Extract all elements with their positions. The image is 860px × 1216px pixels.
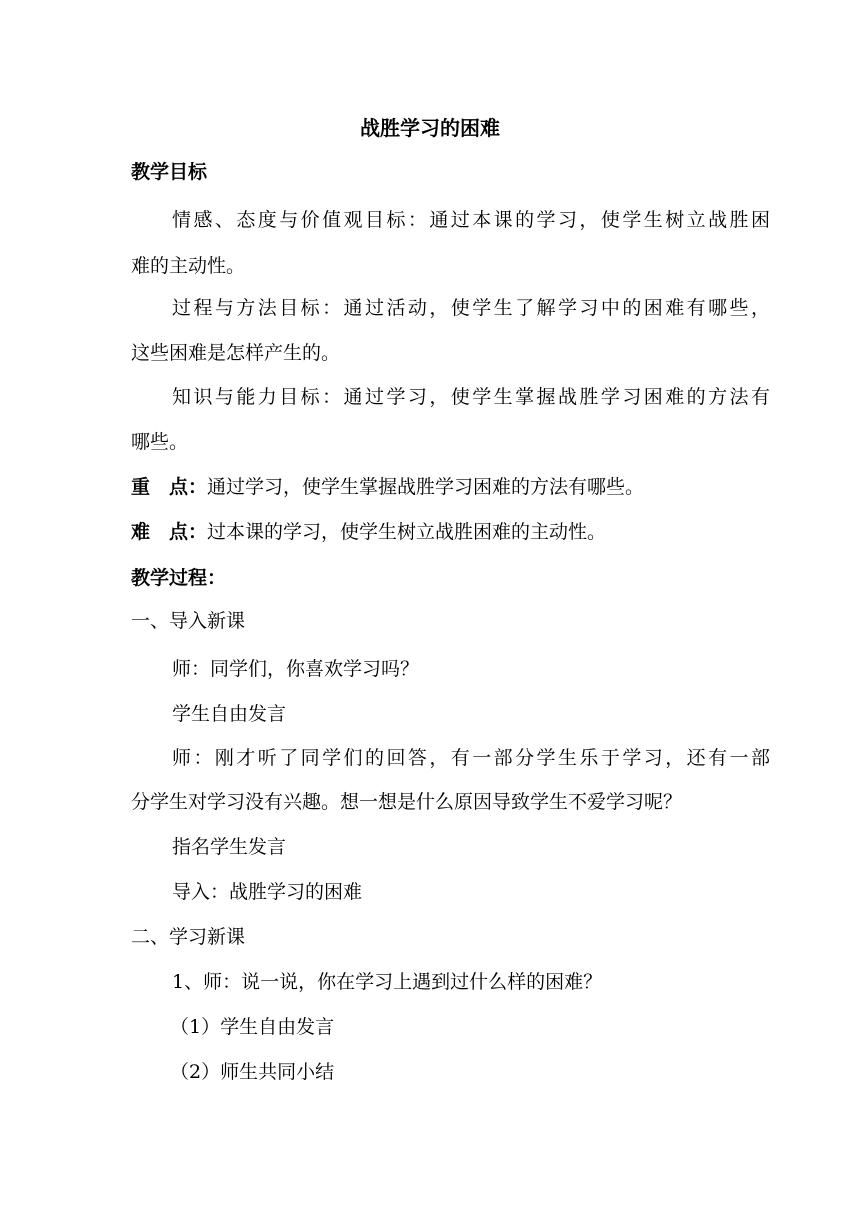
s1-teacher-line2: 分学生对学习没有兴趣。想一想是什么原因导致学生不爱学习呢？ xyxy=(131,791,683,813)
process-heading: 教学过程： xyxy=(131,567,227,589)
difficulty-point xyxy=(131,520,606,544)
document-title: 战胜学习的困难 xyxy=(360,116,500,140)
key-point xyxy=(131,475,644,499)
goal3-line2: 哪些。 xyxy=(131,431,189,453)
key-point-label: 重 点： xyxy=(131,476,208,498)
s1-intro: 导入：战胜学习的困难 xyxy=(172,881,363,903)
key-point-text: 通过学习，使学生掌握战胜学习困难的方法有哪些。 xyxy=(207,476,645,498)
goals-heading: 教学目标 xyxy=(131,161,208,183)
s1-students-speak: 学生自由发言 xyxy=(172,703,287,725)
s2-item1: 1、师：说一说，你在学习上遇到过什么样的困难？ xyxy=(172,971,603,993)
goal3-line1: 知识与能力目标：通过学习，使学生掌握战胜学习困难的方法有 xyxy=(172,386,770,408)
goal2-line2: 这些困难是怎样产生的。 xyxy=(131,342,341,364)
s1-teacher-question: 师：同学们，你喜欢学习吗？ xyxy=(172,658,420,680)
s2-sub2: （2）师生共同小结 xyxy=(170,1061,335,1083)
difficulty-point-label: 难 点： xyxy=(131,521,208,543)
s1-teacher-line1: 师：刚才听了同学们的回答，有一部分学生乐于学习，还有一部 xyxy=(172,747,770,769)
goal2-line1: 过程与方法目标：通过活动，使学生了解学习中的困难有哪些， xyxy=(172,297,770,319)
goal1-line1: 情感、态度与价值观目标：通过本课的学习，使学生树立战胜困 xyxy=(172,209,770,231)
section2-heading: 二、学习新课 xyxy=(131,926,246,948)
difficulty-point-text: 过本课的学习，使学生树立战胜困难的主动性。 xyxy=(207,521,607,543)
goal1-line2: 难的主动性。 xyxy=(131,255,246,277)
s1-named-speak: 指名学生发言 xyxy=(172,836,287,858)
s2-sub1: （1）学生自由发言 xyxy=(170,1016,335,1038)
section1-heading: 一、导入新课 xyxy=(131,610,246,632)
